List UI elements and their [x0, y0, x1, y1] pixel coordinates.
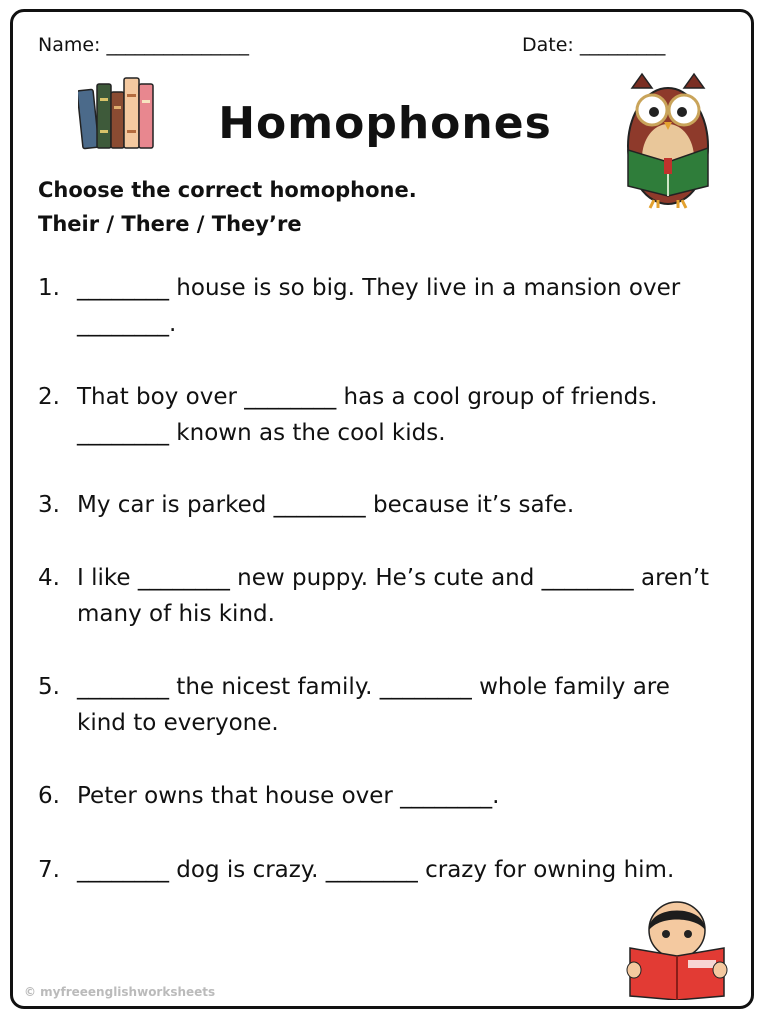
question-text: I like ________ new puppy. He’s cute and ________ aren’t many of his kind.	[77, 565, 710, 627]
instruction-line-1: Choose the correct homophone.	[38, 178, 417, 202]
date-field-label: Date: _________	[522, 34, 666, 56]
watermark: © myfreeenglishworksheets	[24, 985, 216, 999]
question-text: ________ dog is crazy. ________ crazy for owning him.	[77, 857, 675, 883]
question-number: 7.	[38, 857, 60, 883]
question-text: ________ house is so big. They live in a mansion over ________.	[77, 275, 681, 337]
question-number: 2.	[38, 384, 60, 410]
child-reading-icon	[622, 896, 732, 1000]
question-number: 5.	[38, 674, 60, 700]
question-number: 4.	[38, 565, 60, 591]
question-number: 3.	[38, 492, 60, 518]
question-text: My car is parked ________ because it’s safe.	[77, 492, 575, 518]
question-text: ________ the nicest family. ________ whole family are kind to everyone.	[77, 674, 670, 736]
owl-reading-icon	[618, 68, 718, 210]
instruction-options: Their / There / They’re	[38, 212, 302, 236]
name-field-label: Name: _______________	[38, 34, 249, 56]
question-number: 6.	[38, 783, 60, 809]
question-text: Peter owns that house over ________.	[77, 783, 500, 809]
question-number: 1.	[38, 275, 60, 301]
page-title: Homophones	[218, 98, 552, 149]
question-text: That boy over ________ has a cool group of friends. ________ known as the cool kids.	[77, 384, 658, 446]
